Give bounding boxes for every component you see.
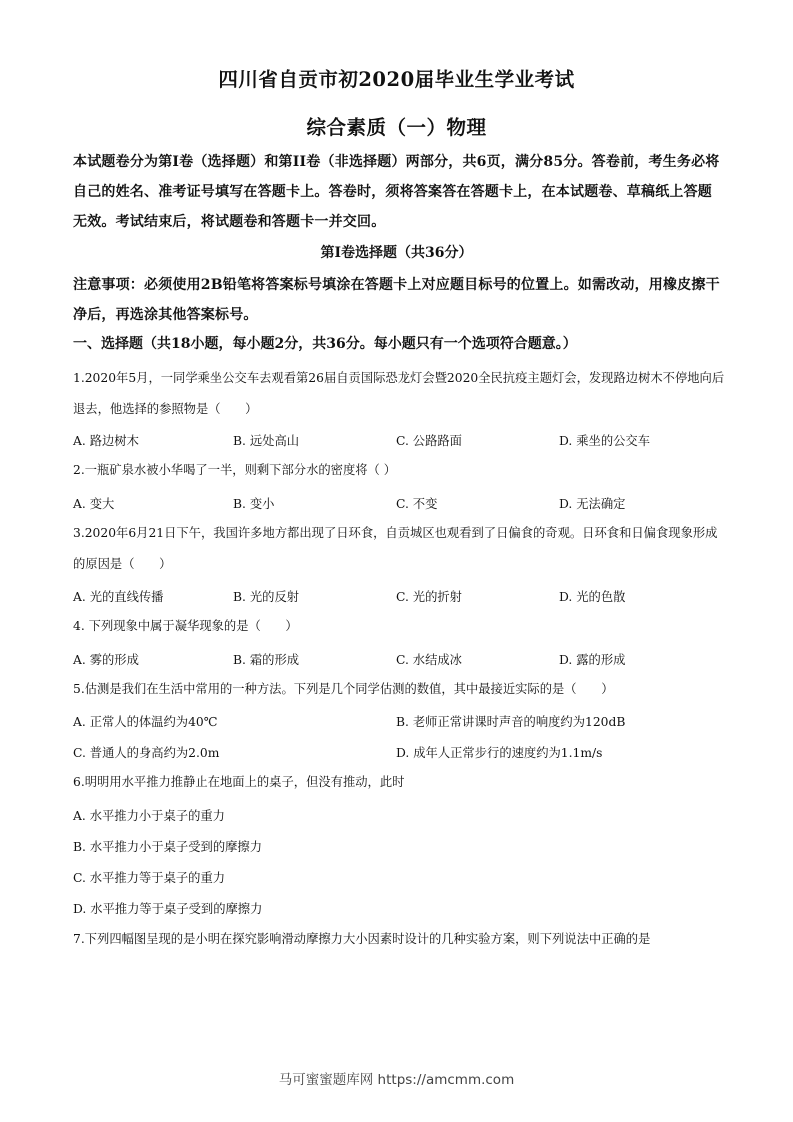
question-4-option-b: B. 霜的形成 xyxy=(233,653,300,667)
question-2-stem: 2.一瓶矿泉水被小华喝了一半，则剩下部分水的密度将（ ） xyxy=(73,463,397,477)
question-5-options-row1 xyxy=(73,712,725,732)
question-4-options xyxy=(73,650,725,670)
question-3-option-c: C. 光的折射 xyxy=(396,590,462,604)
question-2-option-b: B. 变小 xyxy=(233,497,275,511)
question-6-option-b: B. 水平推力小于桌子受到的摩擦力 xyxy=(73,840,263,854)
question-3-option-b: B. 光的反射 xyxy=(233,590,300,604)
section-heading: 第I卷选择题（共36分） xyxy=(320,245,473,261)
exam-title: 四川省自贡市初2020届毕业生学业考试 xyxy=(218,68,575,91)
question-3-options xyxy=(73,587,725,607)
question-2-option-d: D. 无法确定 xyxy=(559,497,626,511)
question-4-stem: 4. 下列现象中属于凝华现象的是（ ） xyxy=(73,619,298,633)
question-4-option-c: C. 水结成冰 xyxy=(396,653,462,667)
exam-subtitle: 综合素质（一）物理 xyxy=(306,116,487,139)
question-2-options xyxy=(73,494,725,514)
question-7-stem: 7.下列四幅图呈现的是小明在探究影响滑动摩擦力大小因素时设计的几种实验方案，则下列说法中正确的是 xyxy=(73,932,651,946)
question-1-option-c: C. 公路路面 xyxy=(396,434,462,448)
question-6-option-d: D. 水平推力等于桌子受到的摩擦力 xyxy=(73,902,263,916)
question-5-options-row2 xyxy=(73,743,725,763)
question-3-option-d: D. 光的色散 xyxy=(559,590,626,604)
question-1-stem: 1.2020年5月，一同学乘坐公交车去观看第26届自贡国际恐龙灯会暨2020全民抗疫主题灯会，发现路边树木不停地向后退去，他选择的参照物是（ ） xyxy=(73,371,725,416)
question-5-option-d: D. 成年人正常步行的速度约为1.1m/s xyxy=(396,746,603,760)
question-4-option-d: D. 露的形成 xyxy=(559,653,626,667)
question-1-option-b: B. 远处高山 xyxy=(233,434,300,448)
exam-instructions: 本试题卷分为第I卷（选择题）和第II卷（非选择题）两部分，共6页，满分85分。答卷前，考生务必将自己的姓名、准考证号填写在答题卡上。答卷时，须将答案答在答题卡上，在本试题卷、草稿纸上答题无效。考试结束后，将试题卷和答题卡一并交回。 xyxy=(73,154,720,230)
question-3-stem: 3.2020年6月21日下午，我国许多地方都出现了日环食，自贡城区也观看到了日偏食的奇观。日环食和日偏食现象形成的原因是（ ） xyxy=(73,526,718,571)
question-2-option-a: A. 变大 xyxy=(73,497,115,511)
notice-text: 注意事项：必须使用2B铅笔将答案标号填涂在答题卡上对应题目标号的位置上。如需改动，用橡皮擦干净后，再选涂其他答案标号。 xyxy=(73,277,720,323)
question-1-options xyxy=(73,431,725,451)
question-6-stem: 6.明明用水平推力推静止在地面上的桌子，但没有推动，此时 xyxy=(73,775,405,789)
question-3-option-a: A. 光的直线传播 xyxy=(73,590,164,604)
part-heading: 一、选择题（共18小题，每小题2分，共36分。每小题只有一个选项符合题意。） xyxy=(73,336,577,352)
question-5-option-c: C. 普通人的身高约为2.0m xyxy=(73,746,220,760)
question-5-option-b: B. 老师正常讲课时声音的响度约为120dB xyxy=(396,715,626,729)
question-2-option-c: C. 不变 xyxy=(396,497,438,511)
question-1-option-d: D. 乘坐的公交车 xyxy=(559,434,651,448)
question-5-stem: 5.估测是我们在生活中常用的一种方法。下列是几个同学估测的数值，其中最接近实际的是（ ） xyxy=(73,682,614,696)
question-1-option-a: A. 路边树木 xyxy=(73,434,139,448)
question-6-option-a: A. 水平推力小于桌子的重力 xyxy=(73,809,225,823)
question-5-option-a: A. 正常人的体温约为40℃ xyxy=(73,715,218,729)
question-4-option-a: A. 雾的形成 xyxy=(73,653,139,667)
question-6-option-c: C. 水平推力等于桌子的重力 xyxy=(73,871,226,885)
footer-watermark: 马可蜜蜜题库网 https://amcmm.com xyxy=(278,1072,515,1088)
